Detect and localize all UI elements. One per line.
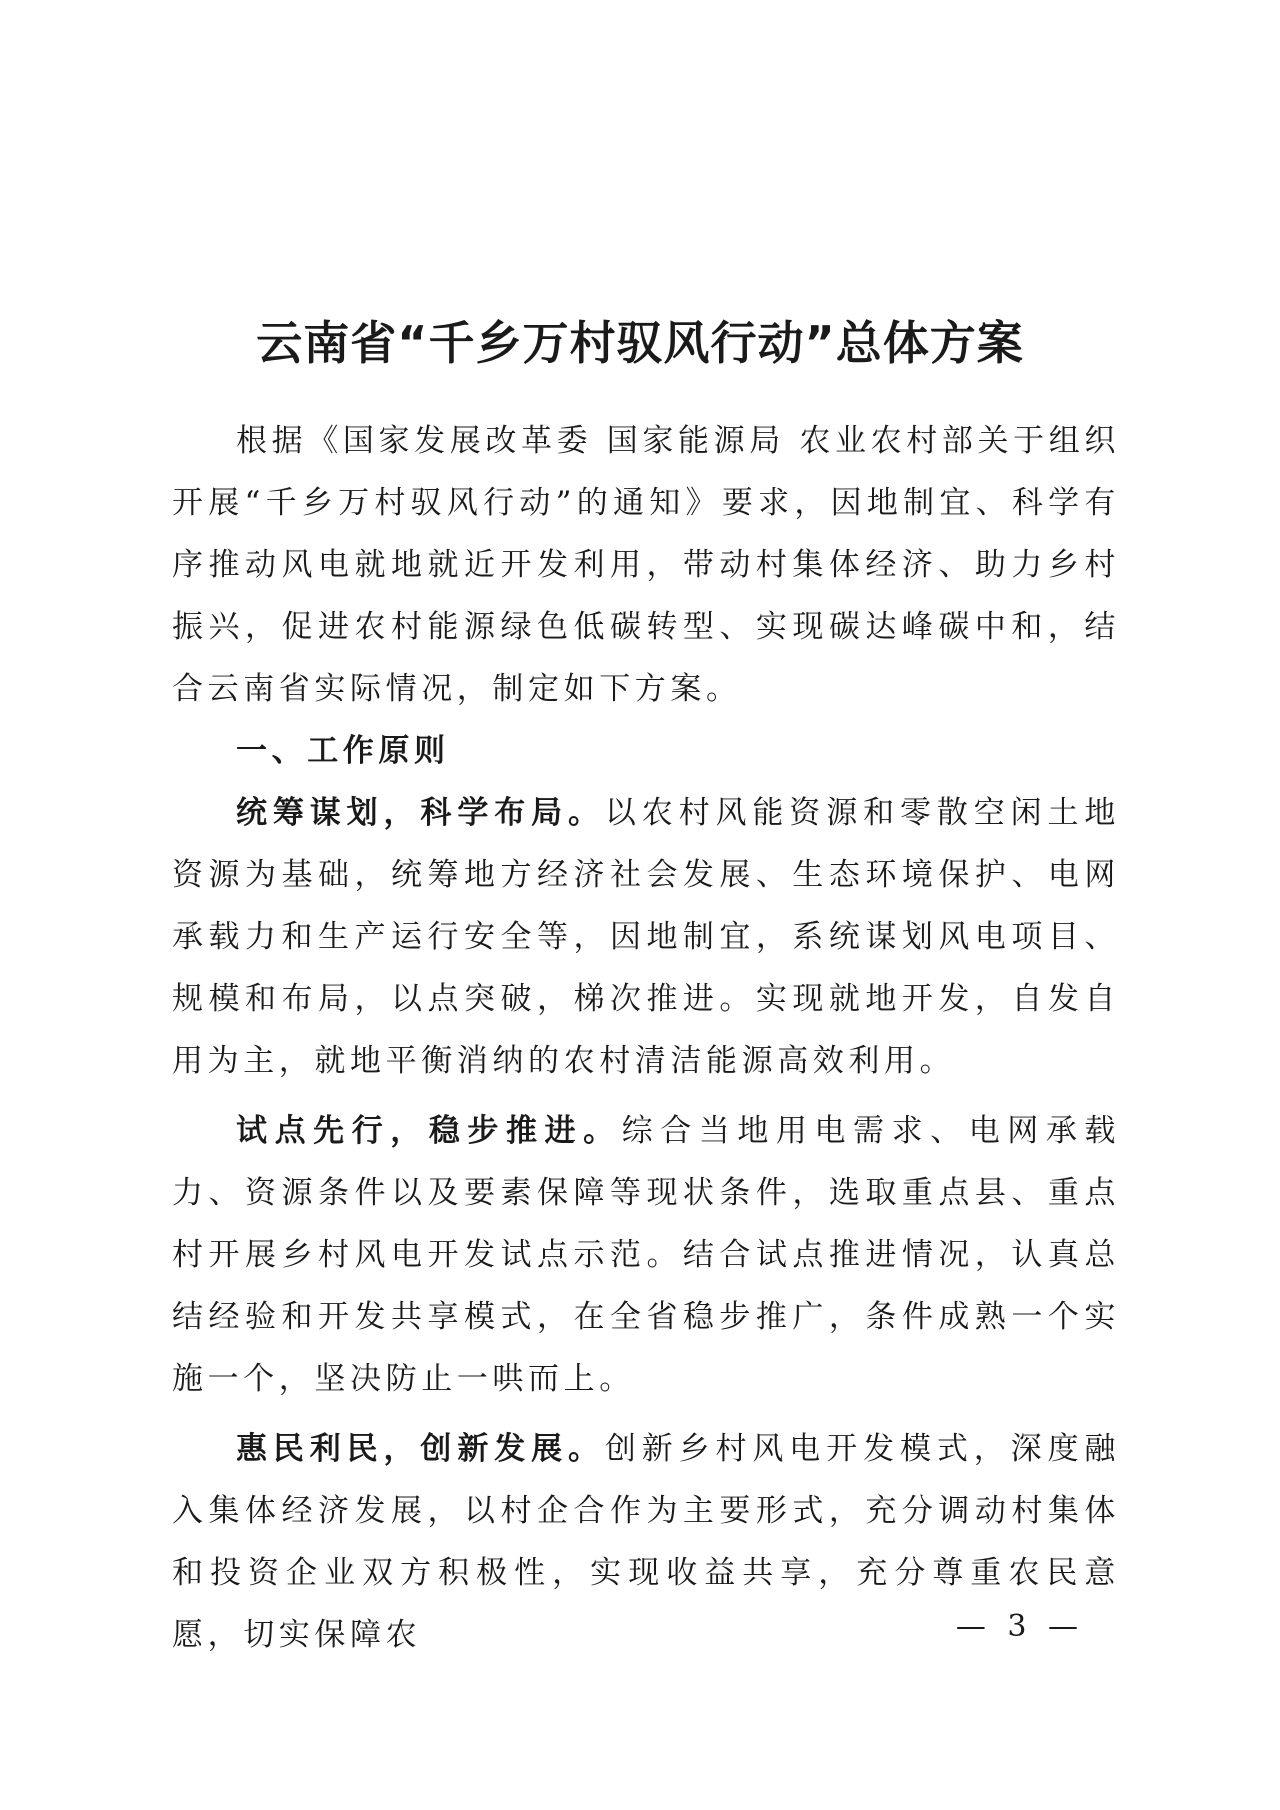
principle-text: 综合当地用电需求、电网承载力、资源条件以及要素保障等现状条件，选取重点县、重点村开展乡村风电开发试点示范。结合试点推进情况，认真总结经验和开发共享模式，在全省稳步推广，条件成熟一个实施一个，坚决防止一哄而上。: [172, 1113, 1120, 1397]
principle-text: 以农村风能资源和零散空闲土地资源为基础，统筹地方经济社会发展、生态环境保护、电网承载力和生产运行安全等，因地制宜，系统谋划风电项目、规模和布局，以点突破，梯次推进。实现就地开发，自发自用为主，就地平衡消纳的农村清洁能源高效利用。: [172, 795, 1121, 1079]
principle-paragraph: [172, 782, 1120, 1092]
section-heading: 一、工作原则: [236, 733, 450, 769]
principle-lead: 统筹谋划，科学布局。: [236, 795, 605, 831]
intro-paragraph: 根据《国家发展改革委 国家能源局 农业农村部关于组织开展“千乡万村驭风行动”的通知》要求，因地制宜、科学有序推动风电就地就近开发利用，带动村集体经济、助力乡村振兴，促进农村能源绿色低碳转型、实现碳达峰碳中和，结合云南省实际情况，制定如下方案。: [172, 423, 1120, 707]
page-number: — 3 —: [955, 1609, 1084, 1644]
document-body: [172, 410, 1120, 1666]
principle-paragraph: [172, 1100, 1120, 1410]
principle-lead: 惠民利民，创新发展。: [236, 1431, 605, 1467]
principle-lead: 试点先行，稳步推进。: [236, 1113, 622, 1149]
principle-text: 创新乡村风电开发模式，深度融入集体经济发展，以村企合作为主要形式，充分调动村集体和投资企业双方积极性，实现收益共享，充分尊重农民意愿，切实保障农: [172, 1431, 1121, 1653]
document-title: 云南省“千乡万村驭风行动”总体方案: [256, 316, 1024, 370]
